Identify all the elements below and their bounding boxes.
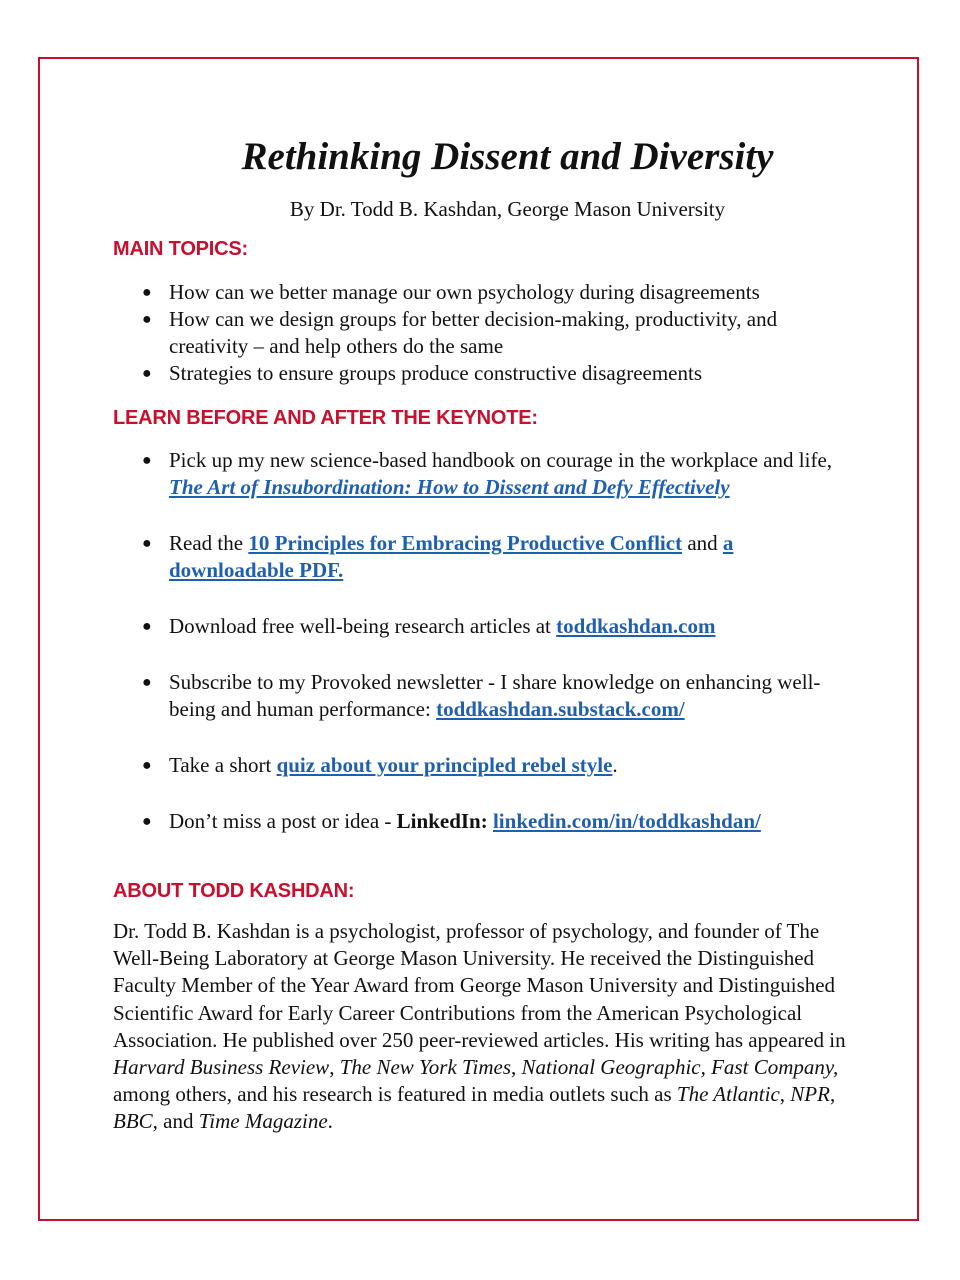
byline: By Dr. Todd B. Kashdan, George Mason University	[289, 197, 726, 221]
list-item: ● How can we design groups for better decision-making, productivity, and creativity – and help others do the same	[142, 307, 778, 358]
main-topics-heading: MAIN TOPICS:	[113, 238, 249, 260]
list-item-handbook: ● Pick up my new science-based handbook on courage in the workplace and life, The Art of Insubordination: How to Dissent and Defy Effectively	[142, 448, 833, 499]
main-topics-list	[113, 279, 853, 387]
list-item-linkedin: ● Don’t miss a post or idea - LinkedIn: linkedin.com/in/toddkashdan/	[142, 809, 761, 833]
bullet-icon: ●	[142, 452, 152, 469]
about-paragraph: Dr. Todd B. Kashdan is a psychologist, professor of psychology, and founder of The Well-Being Laboratory at George Mason University. He received the Distinguished Faculty Member of the Year Award from George Mason University and Distinguished Scientific Award for Early Career Contributions from the American Psychological Association. He published over 250 peer-reviewed articles. His writing has appeared in Harvard Business Review, The New York Times, National Geographic, Fast Company, among others, and his research is featured in media outlets such as The Atlantic, NPR, BBC, and Time Magazine.	[113, 919, 846, 1134]
list-item-articles: ● Download free well-being research articles at toddkashdan.com	[142, 614, 716, 638]
bullet-icon: ●	[142, 618, 152, 635]
bullet-icon: ●	[142, 311, 152, 328]
list-item-quiz: ● Take a short quiz about your principled rebel style.	[142, 753, 618, 777]
quiz-link[interactable]: quiz about your principled rebel style	[276, 753, 613, 777]
bullet-icon: ●	[142, 365, 152, 382]
list-item-principles: ● Read the 10 Principles for Embracing Productive Conflict and a downloadable PDF.	[142, 531, 734, 582]
learn-heading: LEARN BEFORE AND AFTER THE KEYNOTE:	[113, 407, 538, 429]
about-heading: ABOUT TODD KASHDAN:	[113, 880, 355, 902]
bullet-icon: ●	[142, 284, 152, 301]
learn-list	[113, 447, 853, 864]
list-item: ● How can we better manage our own psychology during disagreements	[142, 280, 760, 304]
bullet-icon: ●	[142, 757, 152, 774]
bullet-icon: ●	[142, 535, 152, 552]
document-title: Rethinking Dissent and Diversity	[241, 135, 774, 178]
substack-link[interactable]: toddkashdan.substack.com/	[436, 697, 685, 721]
website-link[interactable]: toddkashdan.com	[556, 614, 716, 638]
book-link[interactable]: The Art of Insubordination: How to Dissent and Defy Effectively	[169, 475, 730, 499]
linkedin-link[interactable]: linkedin.com/in/toddkashdan/	[492, 809, 761, 833]
principles-link[interactable]: 10 Principles for Embracing Productive Conflict	[248, 531, 683, 555]
list-item-newsletter: ● Subscribe to my Provoked newsletter - I share knowledge on enhancing well-being and human performance: toddkashdan.substack.com/	[142, 670, 821, 721]
list-item: ● Strategies to ensure groups produce constructive disagreements	[142, 361, 703, 385]
pdf-link[interactable]: a downloadable PDF.	[169, 531, 734, 582]
bullet-icon: ●	[142, 813, 152, 830]
bullet-icon: ●	[142, 674, 152, 691]
